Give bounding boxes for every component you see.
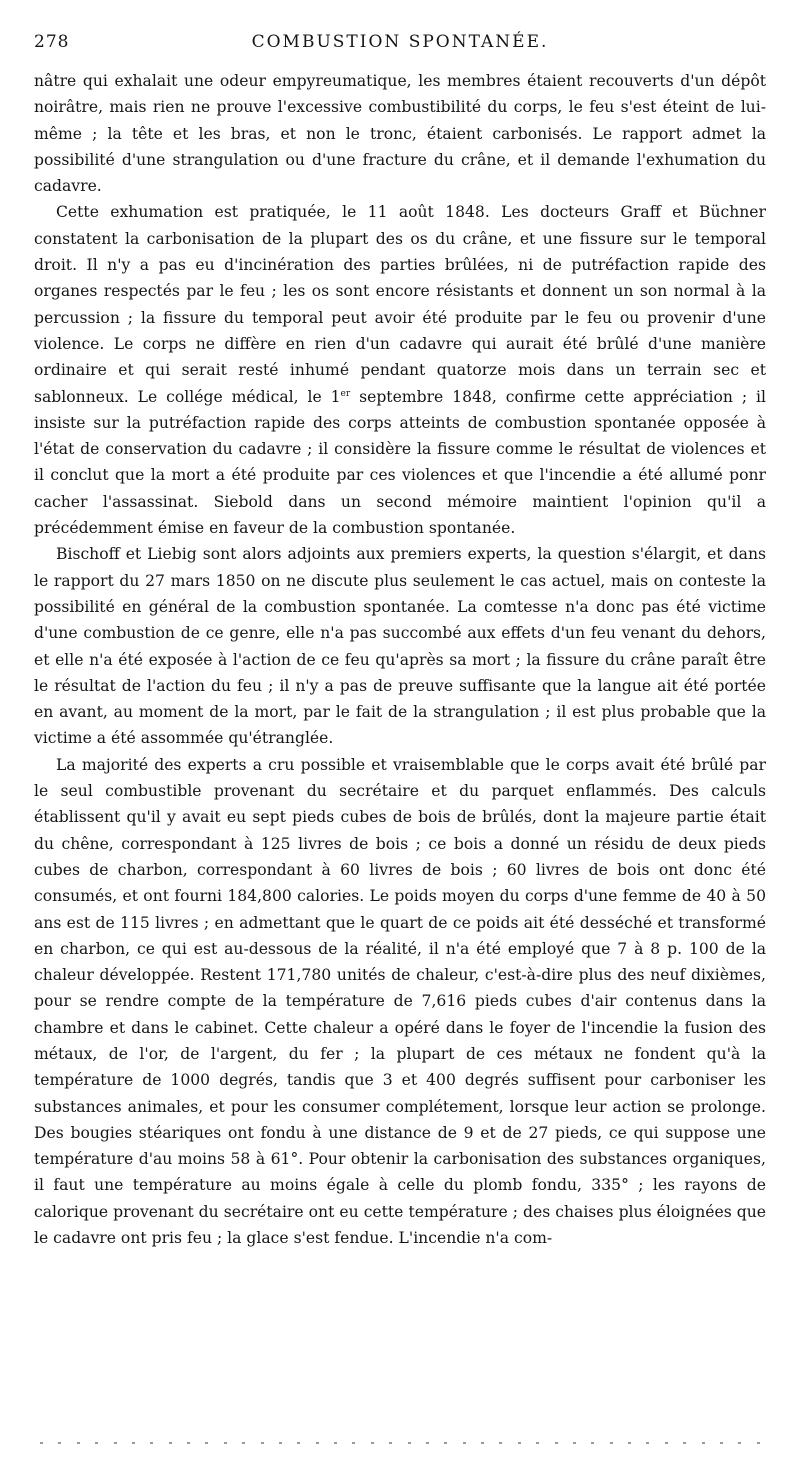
paragraph-3: Bischoff et Liebig sont alors adjoints aux premiers experts, la question s'élargit, et dans le rapport du 27 mars 1850 on ne discute plus seulement le cas actuel, mais on conteste la possibilité en général de la combustion spontanée. La comtesse n'a donc pas été victime d'une combustion de ce genre, elle n'a pas succombé aux effets d'un feu venant du dehors, et elle n'a été exposée à l'action de ce feu qu'après sa mort ; la fissure du crâne paraît être le résultat de l'action du feu ; il n'y a pas de preuve suffisante que la langue ait été portée en avant, au moment de la mort, par le fait de la strangulation ; il est plus probable que la victime a été assommée qu'étranglée.	[34, 545, 766, 748]
ordinal-superscript: er	[340, 388, 351, 399]
document-page	[34, 28, 766, 1251]
paragraph-2	[34, 199, 766, 541]
paragraph-2-part-1: Cette exhumation est pratiquée, le 11 août 1848. Les docteurs Graff et Büchner constatent la carbonisation de la plupart des os du crâne, et une fissure sur le temporal droit. Il n'y a pas eu d'incinération des parties brûlées, ni de putréfaction rapide des organes respectés par le feu ; les os sont encore résistants et donnent un son normal à la percussion ; la fissure du temporal peut avoir été produite par le feu ou provenir d'une violence. Le corps ne diffère en rien d'un cadavre qui aurait été brûlé d'une manière ordinaire et qui serait resté inhumé pendant quatorze mois dans un terrain sec et sablonneux. Le collége médical, le	[34, 203, 766, 406]
running-title: COMBUSTION SPONTANÉE.	[251, 32, 549, 52]
footer-dotted-rule	[40, 1442, 760, 1446]
page-number: 278	[34, 32, 70, 52]
page-header	[34, 28, 766, 64]
paragraph-4: La majorité des experts a cru possible et vraisemblable que le corps avait été brûlé par le seul combustible provenant du secrétaire et du parquet enflammés. Des calculs établissent qu'il y avait eu sept pieds cubes de bois de brûlés, dont la majeure partie était du chêne, correspondant à 125 livres de bois ; ce bois a donné un résidu de deux pieds cubes de charbon, correspondant à 60 livres de bois ; 60 livres de bois ont donc été consumés, et ont fourni 184,800 calories. Le poids moyen du corps d'une femme de 40 à 50 ans est de 115 livres ; en admettant que le quart de ce poids ait été desséché et transformé en charbon, ce qui est au-dessous de la réalité, il n'a été employé que 7 à 8 p. 100 de la chaleur développée. Restent 171,780 unités de chaleur, c'est-à-dire plus des neuf dixièmes, pour se rendre compte de la température de 7,616 pieds cubes d'air contenus dans la chambre et dans le cabinet. Cette chaleur a opéré dans le foyer de l'incendie la fusion des métaux, de l'or, de l'argent, du fer ; la plupart de ces métaux ne fondent qu'à la température de 1000 degrés, tandis que 3 et 400 degrés suffisent pour carboniser les substances animales, et pour les consumer complétement, lorsque leur action se prolonge. Des bougies stéariques ont fondu à une distance de 9 et de 27 pieds, ce qui suppose une température d'au moins 58 à 61°. Pour obtenir la carbonisation des substances organiques, il faut une température au moins égale à celle du plomb fondu, 335° ; les rayons de calorique provenant du secrétaire ont eu cette température ; des chaises plus éloignées que le cadavre ont pris feu ; la glace s'est fendue. L'incendie n'a com-	[34, 755, 766, 1248]
paragraph-1: nâtre qui exhalait une odeur empyreumatique, les membres étaient recouverts d'un dépôt noirâtre, mais rien ne prouve l'excessive combustibilité du corps, le feu s'est éteint de lui-même ; la tête et les bras, et non le tronc, étaient carbonisés. Le rapport admet la possibilité d'une strangulation ou d'une fracture du crâne, et il demande l'exhumation du cadavre.	[34, 72, 766, 196]
paragraph-2-day: 1	[321, 387, 341, 406]
body-text	[34, 68, 766, 1251]
paragraph-2-part-2: septembre 1848, confirme cette appréciation ; il insiste sur la putréfaction rapide des corps atteints de combustion spontanée opposée à l'état de conservation du cadavre ; il considère la fissure comme le résultat de violences et il conclut que la mort a été produite par ces violences et que l'incendie a été allumé ponr cacher l'assassinat. Siebold dans un second mémoire maintient l'opinion qu'il a précédemment émise en faveur de la combustion spontanée.	[34, 387, 766, 538]
